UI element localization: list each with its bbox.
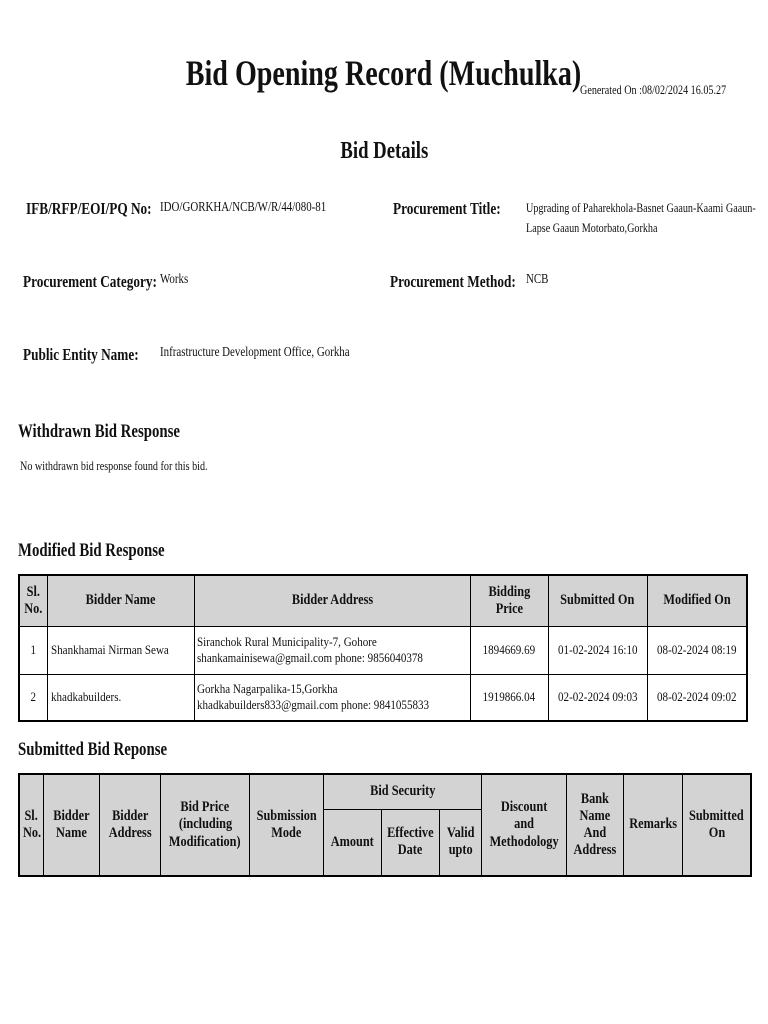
cell-bidder-address: Gorkha Nagarpalika-15,Gorkha khadkabuilders833@gmail.com phone: 9841055833 [194,674,470,721]
cell-submitted-on: 02-02-2024 09:03 [548,674,647,721]
col-header-submitted-on: Submitted On [548,575,647,626]
col-header-bidder-address: Bidder Address [194,575,470,626]
table-row [19,626,747,674]
cell-bidding-price: 1894669.69 [470,626,548,674]
procurement-category-value: Works [160,272,189,287]
col-header-sl: Sl. No. [19,774,44,876]
cell-bidder-address: Siranchok Rural Municipality-7, Gohore shankamainisewa@gmail.com phone: 9856040378 [194,626,470,674]
col-header-effective-date: Effective Date [382,809,440,876]
cell-bidder-name: Shankhamai Nirman Sewa [47,626,194,674]
procurement-title-value-line1: Upgrading of Paharekhola-Basnet Gaaun-Kaami Gaaun- [526,200,756,215]
table-header-row [19,575,747,626]
col-header-bidder-address: Bidder Address [100,774,161,876]
col-header-discount: Discount and Methodology [482,774,567,876]
ifb-label: IFB/RFP/EOI/PQ No: [26,199,152,218]
col-header-valid-upto: Valid upto [439,809,481,876]
public-entity-label: Public Entity Name: [23,345,139,364]
col-header-submitted-on: Submitted On [683,774,751,876]
cell-sl: 2 [19,674,47,721]
cell-modified-on: 08-02-2024 08:19 [647,626,747,674]
cell-bidder-name: khadkabuilders. [47,674,194,721]
procurement-method-value: NCB [526,272,549,287]
procurement-method-label: Procurement Method: [390,272,516,291]
page-title: Bid Opening Record (Muchulka) [186,53,582,93]
procurement-title-value-line2: Lapse Gaaun Motorbato,Gorkha [526,220,658,235]
modified-bid-table [18,574,748,722]
col-header-bidder-name: Bidder Name [47,575,194,626]
col-header-modified-on: Modified On [647,575,747,626]
modified-heading: Modified Bid Response [18,540,165,561]
col-header-amount: Amount [324,809,382,876]
cell-bidding-price: 1919866.04 [470,674,548,721]
col-header-remarks: Remarks [623,774,682,876]
col-header-sl: Sl. No. [19,575,47,626]
withdrawn-heading: Withdrawn Bid Response [18,421,180,442]
no-withdrawn-message: No withdrawn bid response found for this bid. [20,458,208,473]
col-header-bid-security: Bid Security [324,774,482,809]
public-entity-value: Infrastructure Development Office, Gorkha [160,345,350,360]
col-header-bidding-price: Bidding Price [470,575,548,626]
ifb-value: IDO/GORKHA/NCB/W/R/44/080-81 [160,200,327,215]
cell-sl: 1 [19,626,47,674]
cell-submitted-on: 01-02-2024 16:10 [548,626,647,674]
procurement-title-label: Procurement Title: [393,199,501,218]
bid-details-heading: Bid Details [340,138,428,164]
table-row [19,674,747,721]
col-header-bidder-name: Bidder Name [44,774,100,876]
col-header-bank: Bank Name And Address [567,774,624,876]
col-header-submission-mode: Submission Mode [249,774,323,876]
submitted-heading: Submitted Bid Reponse [18,739,168,760]
cell-modified-on: 08-02-2024 09:02 [647,674,747,721]
col-header-bid-price: Bid Price (including Modification) [161,774,250,876]
generated-timestamp: Generated On :08/02/2024 16.05.27 [580,82,727,97]
procurement-category-label: Procurement Category: [23,272,157,291]
submitted-bid-table [18,773,752,877]
